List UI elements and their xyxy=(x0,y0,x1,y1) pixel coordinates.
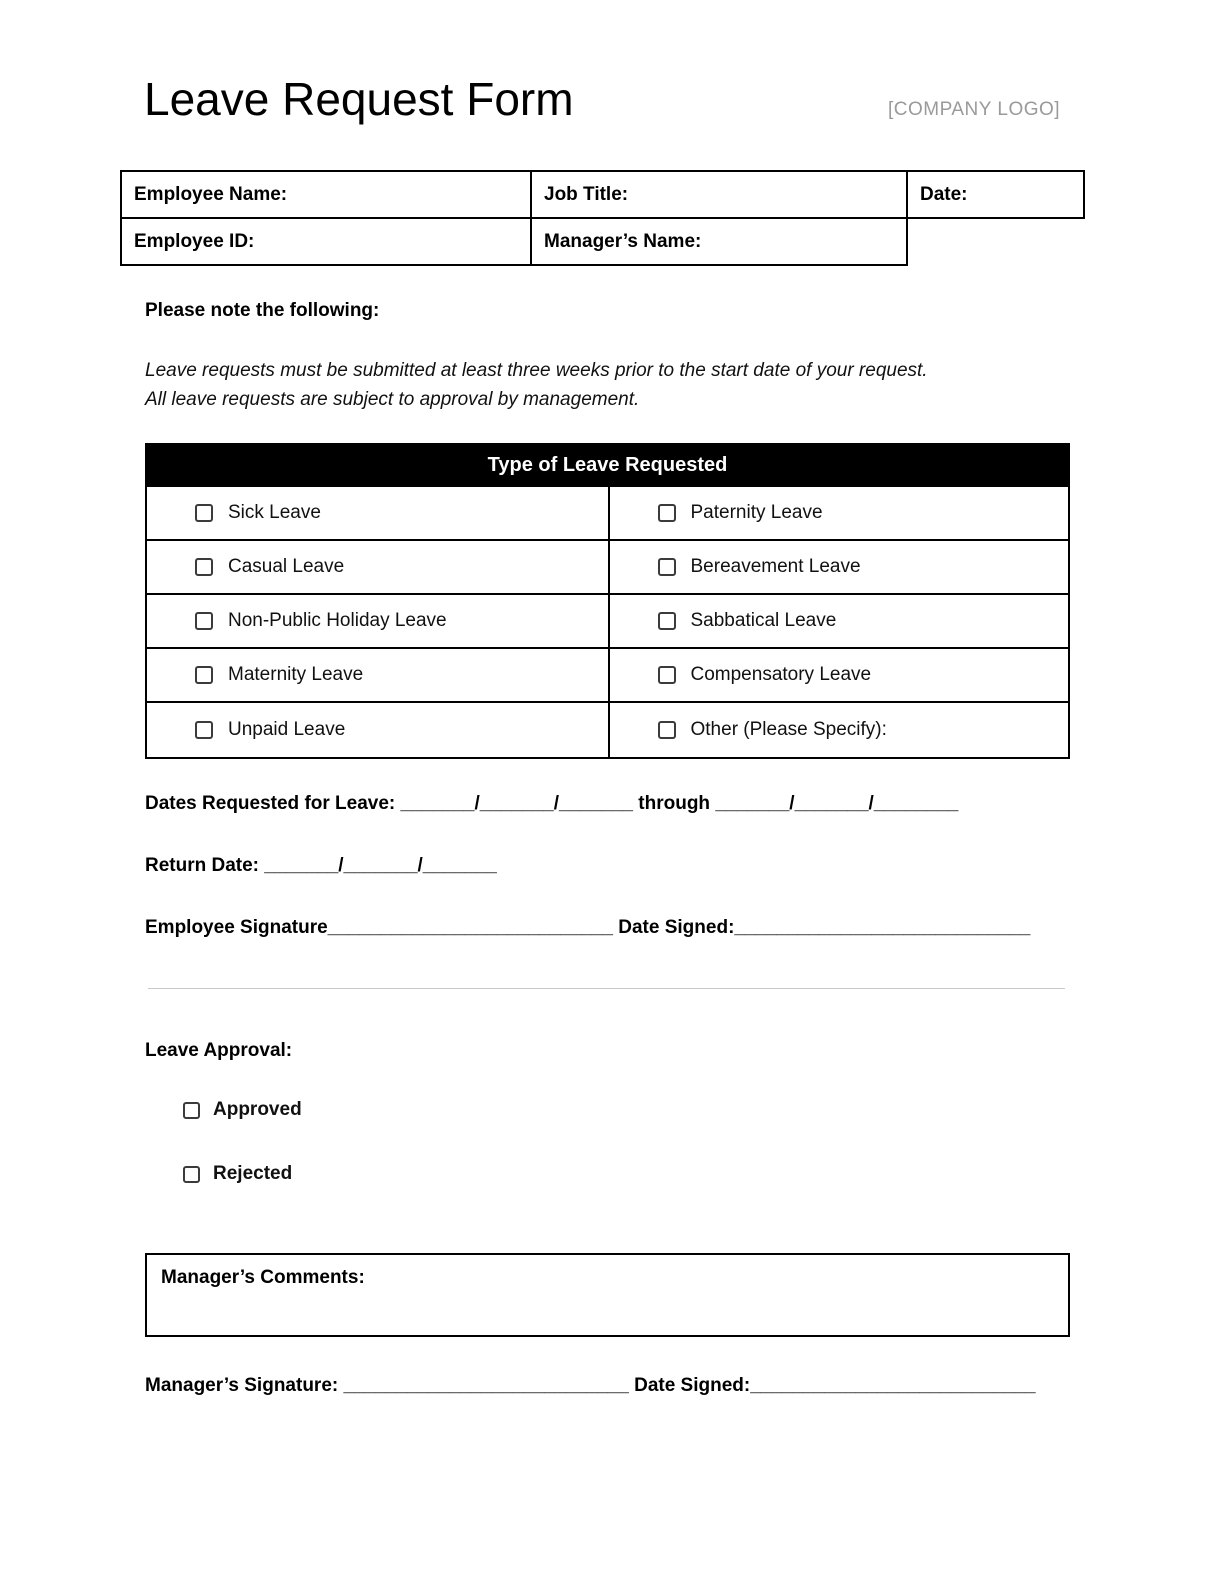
leave-option-maternity-leave xyxy=(147,649,608,701)
dates-requested-blank-start: _______/_______/_______ xyxy=(400,793,633,814)
employee-name-label: Employee Name: xyxy=(121,171,531,218)
employee-signature-label: Employee Signature xyxy=(145,917,328,938)
leave-type-row xyxy=(147,487,1068,541)
note-line-2: All leave requests are subject to approval by management. xyxy=(145,389,640,410)
leave-option-bereavement-leave xyxy=(608,541,1069,593)
through-label: through xyxy=(638,793,711,814)
dates-requested-label: Dates Requested for Leave: xyxy=(145,793,396,814)
checkbox-other-leave[interactable] xyxy=(658,721,676,739)
checkbox-sick-leave[interactable] xyxy=(195,504,213,522)
checkbox-sabbatical-leave[interactable] xyxy=(658,612,676,630)
manager-name-label: Manager’s Name: xyxy=(531,218,907,265)
leave-option-label: Paternity Leave xyxy=(690,502,823,523)
section-divider xyxy=(148,988,1065,989)
managers-comments-box xyxy=(145,1253,1070,1337)
info-row-2 xyxy=(121,218,1084,265)
checkbox-unpaid-leave[interactable] xyxy=(195,721,213,739)
job-title-label: Job Title: xyxy=(531,171,907,218)
leave-type-row xyxy=(147,541,1068,595)
manager-date-signed-blank: ___________________________ xyxy=(750,1375,1036,1396)
dates-requested-blank-end: _______/_______/________ xyxy=(715,793,959,814)
leave-option-other xyxy=(608,703,1069,757)
leave-option-label: Non-Public Holiday Leave xyxy=(228,610,447,631)
return-date-label: Return Date: xyxy=(145,855,260,876)
leave-type-table-header: Type of Leave Requested xyxy=(145,443,1070,487)
note-line-1: Leave requests must be submitted at least three weeks prior to the start date of your request. xyxy=(145,360,928,381)
leave-option-label: Maternity Leave xyxy=(228,664,364,685)
leave-option-paternity-leave xyxy=(608,487,1069,539)
dates-requested-line xyxy=(145,793,958,815)
leave-type-row xyxy=(147,649,1068,703)
employee-id-label: Employee ID: xyxy=(121,218,531,265)
return-date-line xyxy=(145,855,497,877)
leave-option-sick-leave xyxy=(147,487,608,539)
manager-signature-label: Manager’s Signature: xyxy=(145,1375,339,1396)
page-title: Leave Request Form xyxy=(144,73,574,125)
return-date-blank: _______/_______/_______ xyxy=(264,855,497,876)
employee-date-signed-label: Date Signed: xyxy=(618,917,735,938)
leave-type-table-body xyxy=(145,487,1070,759)
leave-option-label: Sick Leave xyxy=(228,502,321,523)
note-heading: Please note the following: xyxy=(145,300,380,321)
rejected-label: Rejected xyxy=(213,1163,293,1184)
note-paragraph xyxy=(145,356,1075,414)
rejected-option xyxy=(183,1163,292,1185)
checkbox-casual-leave[interactable] xyxy=(195,558,213,576)
employee-signature-line xyxy=(145,917,1030,939)
manager-signature-line xyxy=(145,1375,1036,1397)
checkbox-maternity-leave[interactable] xyxy=(195,666,213,684)
leave-type-table xyxy=(145,443,1070,759)
leave-option-label: Other (Please Specify): xyxy=(690,719,887,740)
leave-option-label: Unpaid Leave xyxy=(228,719,346,740)
checkbox-compensatory-leave[interactable] xyxy=(658,666,676,684)
leave-option-label: Compensatory Leave xyxy=(690,664,872,685)
leave-type-row xyxy=(147,595,1068,649)
leave-option-non-public-holiday-leave xyxy=(147,595,608,647)
leave-option-unpaid-leave xyxy=(147,703,608,757)
checkbox-non-public-holiday-leave[interactable] xyxy=(195,612,213,630)
employee-info-table xyxy=(120,170,1085,266)
approved-label: Approved xyxy=(213,1099,302,1120)
leave-option-sabbatical-leave xyxy=(608,595,1069,647)
managers-comments-label: Manager’s Comments: xyxy=(161,1267,365,1288)
leave-option-compensatory-leave xyxy=(608,649,1069,701)
leave-approval-heading: Leave Approval: xyxy=(145,1040,293,1061)
leave-type-row xyxy=(147,703,1068,757)
approved-option xyxy=(183,1099,302,1121)
leave-option-label: Bereavement Leave xyxy=(690,556,861,577)
leave-option-casual-leave xyxy=(147,541,608,593)
manager-date-signed-label: Date Signed: xyxy=(634,1375,751,1396)
leave-option-label: Sabbatical Leave xyxy=(690,610,837,631)
company-logo-placeholder: [COMPANY LOGO] xyxy=(888,99,1061,120)
checkbox-rejected[interactable] xyxy=(183,1166,200,1183)
checkbox-approved[interactable] xyxy=(183,1102,200,1119)
checkbox-paternity-leave[interactable] xyxy=(658,504,676,522)
checkbox-bereavement-leave[interactable] xyxy=(658,558,676,576)
date-label: Date: xyxy=(907,171,1084,218)
employee-signature-blank: ___________________________ xyxy=(327,917,613,938)
info-row-1 xyxy=(121,171,1084,218)
leave-option-label: Casual Leave xyxy=(228,556,345,577)
manager-signature-blank: ___________________________ xyxy=(343,1375,629,1396)
employee-date-signed-blank: ____________________________ xyxy=(734,917,1031,938)
